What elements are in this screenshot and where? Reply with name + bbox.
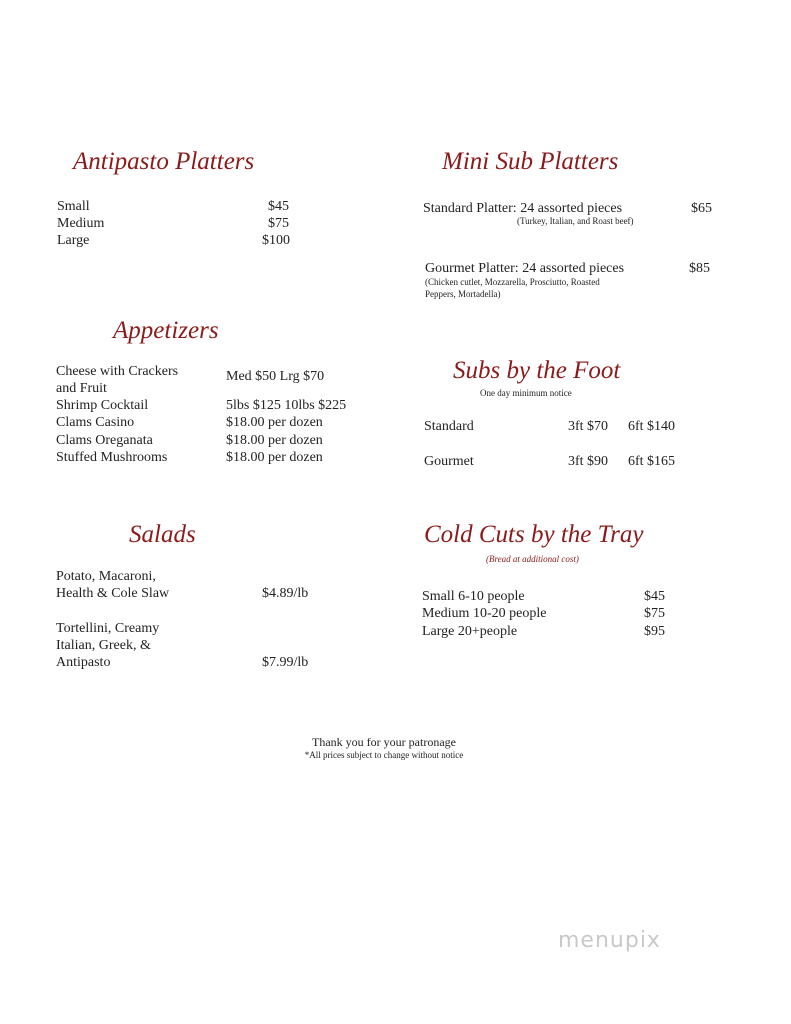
- cheese-crackers-price: Med $50 Lrg $70: [226, 369, 325, 384]
- cheese-crackers-label-line2: and Fruit: [56, 381, 107, 396]
- shrimp-cocktail-price: 5lbs $125 10lbs $225: [226, 398, 347, 413]
- mini-sub-heading: Mini Sub Platters: [442, 148, 619, 175]
- antipasto-medium-label: Medium: [57, 216, 105, 231]
- clams-oreganata-label: Clams Oreganata: [56, 433, 153, 448]
- antipasto-medium-price: $75: [268, 216, 289, 231]
- standard-platter-price: $65: [691, 201, 712, 216]
- cold-cuts-small-label: Small 6-10 people: [422, 589, 525, 604]
- subs-gourmet-label: Gourmet: [424, 454, 474, 469]
- salad-tortellini-line3: Antipasto: [56, 655, 111, 670]
- standard-platter-label: Standard Platter: 24 assorted pieces: [423, 201, 623, 216]
- salads-heading: Salads: [129, 521, 196, 548]
- clams-casino-price: $18.00 per dozen: [226, 415, 323, 430]
- shrimp-cocktail-label: Shrimp Cocktail: [56, 398, 149, 413]
- footer-disclaimer: *All prices subject to change without notice: [304, 750, 464, 760]
- salad-tortellini-line1: Tortellini, Creamy: [56, 621, 160, 636]
- appetizers-heading: Appetizers: [113, 317, 219, 344]
- cheese-crackers-label-line1: Cheese with Crackers: [56, 364, 179, 379]
- gourmet-platter-note-line1: (Chicken cutlet, Mozzarella, Prosciutto, Roasted: [425, 277, 600, 287]
- subs-foot-note: One day minimum notice: [480, 388, 572, 398]
- stuffed-mushrooms-price: $18.00 per dozen: [226, 450, 323, 465]
- salad-potato-price: $4.89/lb: [262, 586, 309, 601]
- antipasto-large-label: Large: [57, 233, 90, 248]
- cold-cuts-note: (Bread at additional cost): [486, 554, 579, 564]
- cold-cuts-large-label: Large 20+people: [422, 624, 518, 639]
- salad-potato-line1: Potato, Macaroni,: [56, 569, 156, 584]
- clams-oreganata-price: $18.00 per dozen: [226, 433, 323, 448]
- standard-platter-note: (Turkey, Italian, and Roast beef): [517, 216, 634, 226]
- cold-cuts-medium-price: $75: [644, 606, 665, 621]
- salad-potato-line2: Health & Cole Slaw: [56, 586, 170, 601]
- subs-gourmet-6ft-price: 6ft $165: [628, 454, 676, 469]
- antipasto-small-label: Small: [57, 199, 90, 214]
- subs-standard-6ft-price: 6ft $140: [628, 419, 676, 434]
- cold-cuts-large-price: $95: [644, 624, 665, 639]
- gourmet-platter-price: $85: [689, 261, 710, 276]
- gourmet-platter-label: Gourmet Platter: 24 assorted pieces: [425, 261, 625, 276]
- cold-cuts-heading: Cold Cuts by the Tray: [424, 521, 644, 548]
- gourmet-platter-note-line2: Peppers, Mortadella): [425, 289, 501, 299]
- footer-thanks: Thank you for your patronage: [312, 735, 456, 749]
- salad-tortellini-price: $7.99/lb: [262, 655, 309, 670]
- subs-gourmet-3ft-price: 3ft $90: [568, 454, 609, 469]
- stuffed-mushrooms-label: Stuffed Mushrooms: [56, 450, 168, 465]
- cold-cuts-small-price: $45: [644, 589, 665, 604]
- subs-foot-heading: Subs by the Foot: [453, 357, 621, 384]
- antipasto-small-price: $45: [268, 199, 289, 214]
- salad-tortellini-line2: Italian, Greek, &: [56, 638, 151, 653]
- subs-standard-label: Standard: [424, 419, 474, 434]
- clams-casino-label: Clams Casino: [56, 415, 135, 430]
- antipasto-heading: Antipasto Platters: [73, 148, 255, 175]
- antipasto-large-price: $100: [262, 233, 290, 248]
- menupix-watermark: menupix: [558, 928, 661, 953]
- subs-standard-3ft-price: 3ft $70: [568, 419, 609, 434]
- cold-cuts-medium-label: Medium 10-20 people: [422, 606, 547, 621]
